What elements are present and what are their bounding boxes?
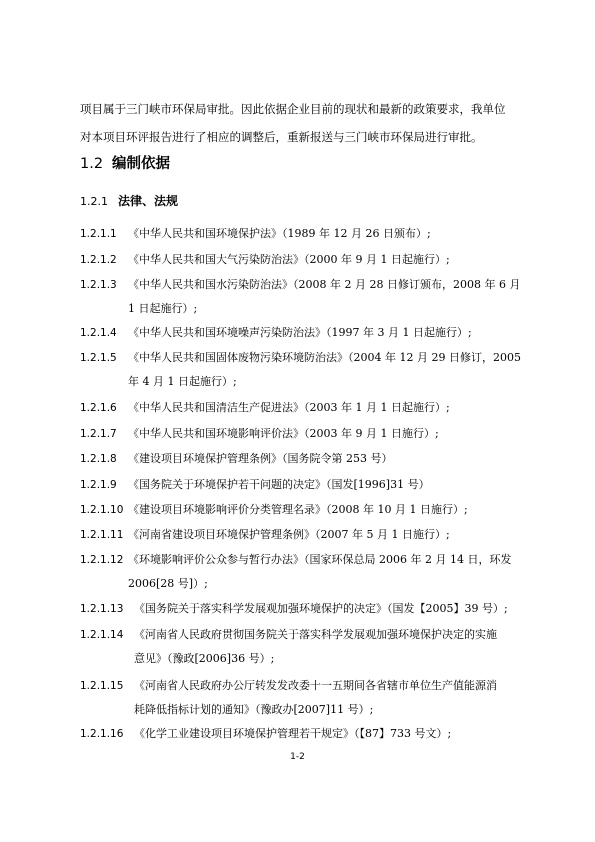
- list-item: [80, 447, 530, 471]
- item-text-continued: 耗降低指标计划的通知》（豫政办[2007]11 号）;: [134, 703, 374, 716]
- page-number: 1-2: [290, 752, 305, 762]
- item-text-continued: 2006[28 号]）;: [128, 577, 208, 590]
- item-text: 《中华人民共和国固体废物污染环境防治法》（2004 年 12 月 29 日修订，2005: [128, 351, 521, 364]
- subsection-number: 1.2.1: [80, 195, 108, 208]
- list-item: [80, 523, 530, 547]
- item-number: 1.2.1.10: [80, 504, 124, 516]
- item-number: 1.2.1.9: [80, 479, 117, 491]
- item-number: 1.2.1.15: [80, 680, 124, 692]
- item-text-continued: 1 日起施行）;: [128, 302, 198, 315]
- item-number: 1.2.1.14: [80, 629, 124, 641]
- list-item: [80, 222, 530, 246]
- list-item: [80, 422, 530, 446]
- list-item: [80, 321, 530, 345]
- list-item: [80, 473, 530, 497]
- section-heading: [80, 152, 170, 173]
- list-item: [80, 498, 530, 522]
- list-item: [80, 623, 530, 671]
- item-text: 《中华人民共和国水污染防治法》（2008 年 2 月 28 日修订颁布，2008 年 6 月: [128, 278, 521, 291]
- list-item: [80, 674, 530, 722]
- intro-paragraph: [80, 95, 520, 151]
- list-item: [80, 346, 530, 394]
- subsection-title: 法律、法规: [118, 194, 179, 208]
- item-text: 《中华人民共和国清洁生产促进法》（2003 年 1 月 1 日起施行）;: [128, 401, 450, 414]
- item-number: 1.2.1.12: [80, 554, 124, 566]
- item-number: 1.2.1.2: [80, 254, 117, 266]
- item-number: 1.2.1.11: [80, 529, 124, 541]
- item-text: 《环境影响评价公众参与暂行办法》（国家环保总局 2006 年 2 月 14 日，环发: [128, 553, 512, 566]
- item-number: 1.2.1.13: [80, 603, 124, 615]
- item-text: 《河南省人民政府办公厅转发发改委十一五期间各省辖市单位生产值能源消: [134, 679, 497, 692]
- item-text: 《中华人民共和国环境影响评价法》（2003 年 9 月 1 日施行）;: [128, 427, 439, 440]
- list-item: [80, 248, 530, 272]
- item-number: 1.2.1.1: [80, 228, 117, 240]
- intro-line-2: 对本项目环评报告进行了相应的调整后，重新报送与三门峡市环保局进行审批。: [80, 130, 483, 144]
- item-text: 《化学工业建设项目环境保护管理若干规定》（【87】733 号文）;: [134, 727, 452, 740]
- list-item: [80, 548, 530, 596]
- item-number: 1.2.1.8: [80, 453, 117, 465]
- item-text: 《中华人民共和国大气污染防治法》（2000 年 9 月 1 日起施行）;: [128, 253, 450, 266]
- item-text: 《建设项目环境保护管理条例》（国务院令第 253 号）: [128, 452, 393, 465]
- item-text: 《国务院关于环境保护若干问题的决定》（国发[1996]31 号）: [128, 478, 430, 491]
- item-text-continued: 年 4 月 1 日起施行）;: [128, 375, 237, 388]
- item-text: 《中华人民共和国环境噪声污染防治法》（1997 年 3 月 1 日起施行）;: [128, 326, 472, 339]
- section-number: 1.2: [80, 156, 104, 172]
- item-text: 《河南省人民政府贯彻国务院关于落实科学发展观加强环境保护决定的实施: [134, 628, 497, 641]
- item-number: 1.2.1.4: [80, 327, 117, 339]
- item-text: 《中华人民共和国环境保护法》（1989 年 12 月 26 日颁布）;: [128, 227, 431, 240]
- item-text: 《建设项目环境影响评价分类管理名录》（2008 年 10 月 1 日施行）;: [128, 503, 468, 516]
- item-number: 1.2.1.7: [80, 428, 117, 440]
- list-item: [80, 273, 530, 321]
- list-item: [80, 396, 530, 420]
- section-title: 编制依据: [112, 156, 170, 172]
- list-item: [80, 597, 530, 621]
- intro-line-1: 项目属于三门峡市环保局审批。因此依据企业目前的现状和最新的政策要求，我单位: [80, 102, 506, 116]
- item-text: 《河南省建设项目环境保护管理条例》（2007 年 5 月 1 日施行）;: [128, 528, 450, 541]
- subsection-heading: [80, 192, 178, 209]
- item-text-continued: 意见》（豫政[2006]36 号）;: [134, 652, 275, 665]
- list-item: [80, 722, 530, 746]
- item-number: 1.2.1.6: [80, 402, 117, 414]
- item-number: 1.2.1.3: [80, 279, 117, 291]
- item-number: 1.2.1.16: [80, 728, 124, 740]
- item-number: 1.2.1.5: [80, 352, 117, 364]
- item-text: 《国务院关于落实科学发展观加强环境保护的决定》（国发【2005】39 号）;: [134, 602, 508, 615]
